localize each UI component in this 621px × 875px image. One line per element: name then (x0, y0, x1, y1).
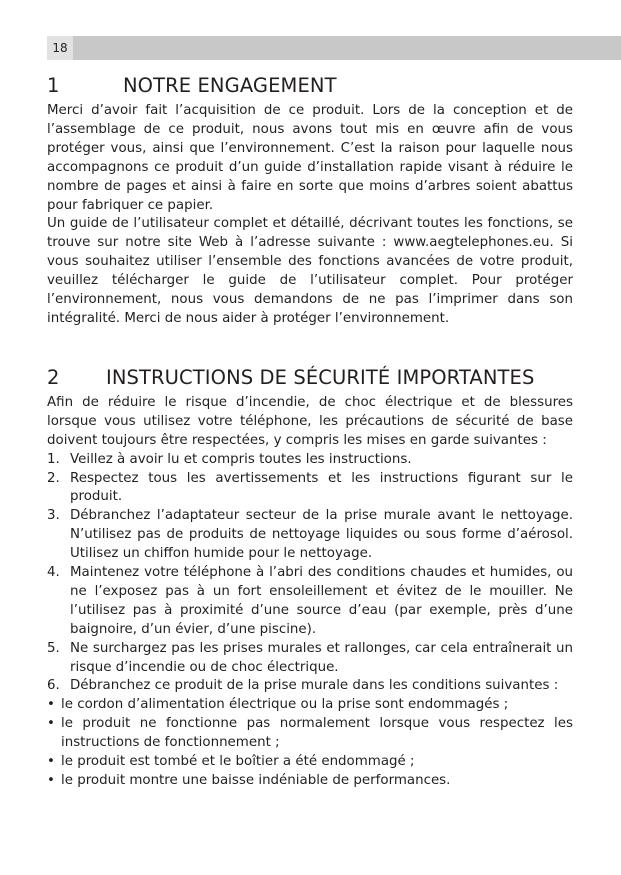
bullet-item (47, 696, 573, 715)
instruction-item (47, 677, 573, 696)
instruction-text: Débranchez l’adaptateur secteur de la prise murale avant le nettoyage. N’utilisez pas de produits de nettoyage liquides ou sous forme d’aérosol. Utilisez un chiffon humide pour le nettoyage. (70, 508, 573, 562)
instruction-text: Maintenez votre téléphone à l’abri des conditions chaudes et humides, ou ne l’exposez pas à un fort ensoleillement et évitez de le mouiller. Ne l’utilisez pas à proximité d’une source d’eau (par exemple, près d’une baignoire, d’un évier, d’une piscine). (70, 565, 573, 637)
section-1-paragraph-2: Un guide de l’utilisateur complet et détaillé, décrivant toutes les fonctions, se trouve sur notre site Web à l’adresse suivante : www.aegtelephones.eu. Si vous souhaitez utiliser l’ensemble des fonctions avancées de votre produit, veuillez télécharger le guide de l’utilisateur complet. Pour protéger l’environnement, nous vous demandons de ne pas l’imprimer dans son intégralité. Merci de nous aider à protéger l’environnement. (47, 216, 573, 326)
bullet-icon: • (47, 697, 55, 713)
condition-bullet-list (47, 696, 573, 791)
instruction-text: Veillez à avoir lu et compris toutes les instructions. (70, 451, 412, 467)
instruction-number: 4. (47, 565, 60, 581)
section-1-heading (47, 70, 573, 102)
bullet-text: le produit est tombé et le boîtier a été endommagé ; (61, 754, 415, 770)
bullet-icon: • (47, 716, 55, 732)
instruction-text: Débranchez ce produit de la prise murale dans les conditions suivantes : (70, 678, 559, 694)
bullet-item (47, 715, 573, 753)
bullet-text: le cordon d’alimentation électrique ou la prise sont endommagés ; (61, 697, 509, 713)
instruction-number: 1. (47, 451, 60, 467)
page-content (47, 70, 573, 791)
instruction-number: 3. (47, 508, 60, 524)
page-header-bar (47, 36, 621, 60)
bullet-text: le produit ne fonctionne pas normalement lorsque vous respectez les instructions de fonctionnement ; (61, 716, 573, 751)
instruction-item (47, 451, 573, 470)
instruction-text: Ne surchargez pas les prises murales et rallonges, car cela entraînerait un risque d’incendie ou de choc électrique. (70, 640, 573, 675)
page-number: 18 (47, 36, 73, 60)
section-1-number: 1 (47, 74, 60, 97)
instruction-item (47, 564, 573, 640)
instruction-item (47, 470, 573, 508)
section-1-title: NOTRE ENGAGEMENT (123, 74, 337, 97)
instruction-list (47, 451, 573, 697)
section-2-title: INSTRUCTIONS DE SÉCURITÉ IMPORTANTES (106, 365, 535, 389)
bullet-icon: • (47, 754, 55, 770)
section-1-paragraph-1: Merci d’avoir fait l’acquisition de ce produit. Lors de la conception et de l’assemblage de ce produit, nous avons tout mis en œuvre afin de vous protéger vous, ainsi que l’environnement. C’est la raison pour laquelle nous accompagnons ce produit d’un guide d’installation rapide visant à réduire le nombre de pages et ainsi à faire en sorte que moins d’arbres soient abattus pour fabriquer ce papier. (47, 103, 573, 213)
instruction-number: 2. (47, 470, 60, 486)
instruction-number: 6. (47, 678, 60, 694)
instruction-number: 5. (47, 640, 60, 656)
bullet-icon: • (47, 773, 55, 788)
bullet-item (47, 753, 573, 772)
instruction-item (47, 640, 573, 678)
bullet-item (47, 772, 573, 791)
instruction-text: Respectez tous les avertissements et les instructions figurant sur le produit. (70, 470, 573, 505)
section-2-heading (47, 362, 573, 394)
bullet-text: le produit montre une baisse indéniable de performances. (61, 773, 451, 788)
instruction-item (47, 507, 573, 564)
section-2-intro: Afin de réduire le risque d’incendie, de choc électrique et de blessures lorsque vous utilisez votre téléphone, les précautions de sécurité de base doivent toujours être respectées, y compris les mises en garde suivantes : (47, 394, 573, 448)
section-2-number: 2 (47, 365, 60, 389)
